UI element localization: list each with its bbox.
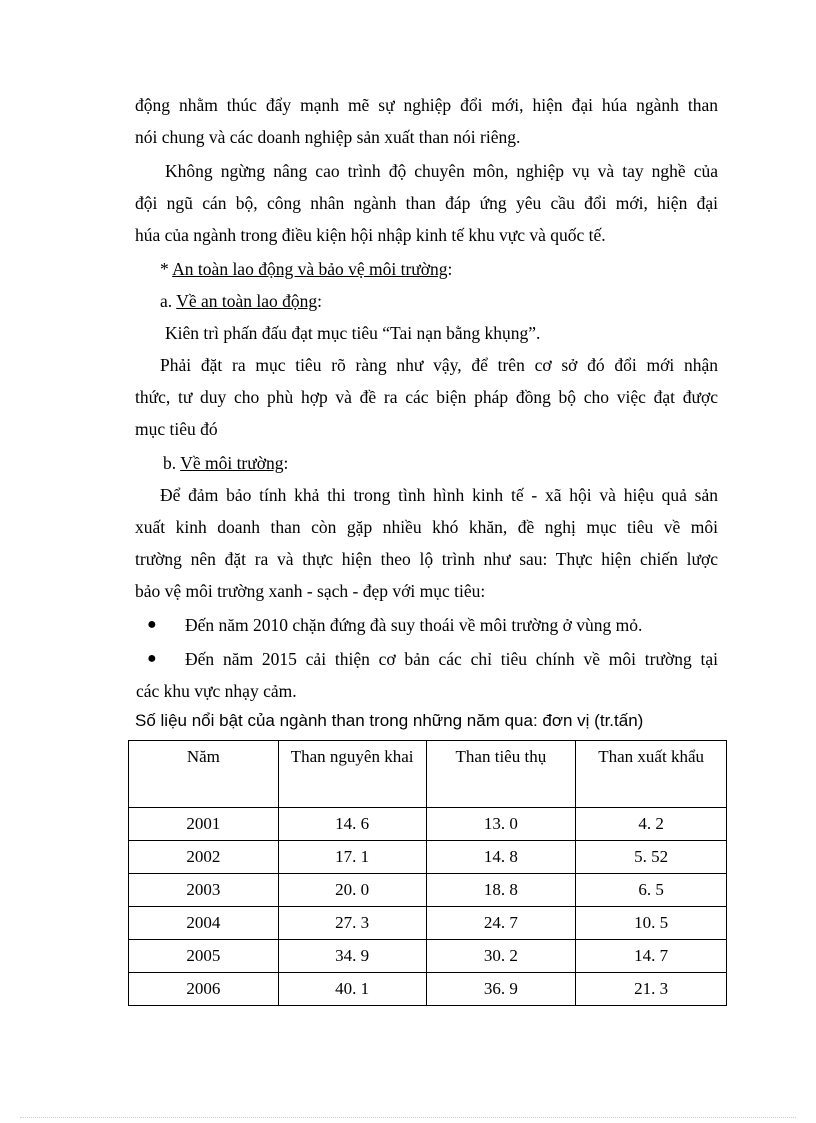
cell-year: 2005 [129, 940, 279, 973]
cell-raw-coal: 14. 6 [278, 808, 426, 841]
page-bottom-divider [20, 1117, 796, 1118]
cell-year: 2001 [129, 808, 279, 841]
cell-coal-exported: 5. 52 [576, 841, 727, 874]
table-row [129, 907, 727, 940]
paragraph-4-line-3: mục tiêu đó [135, 419, 218, 439]
header-year: Năm [129, 741, 279, 808]
cell-coal-exported: 4. 2 [576, 808, 727, 841]
cell-coal-consumed: 36. 9 [426, 973, 576, 1006]
cell-year: 2003 [129, 874, 279, 907]
paragraph-5-line-2: xuất kinh doanh than còn gặp nhiều khó khăn, đề nghị mục tiêu về môi [135, 517, 718, 537]
heading-b-suffix: : [283, 453, 289, 473]
paragraph-3: Kiên trì phấn đấu đạt mục tiêu “Tai nạn bằng khụng”. [165, 323, 541, 343]
coal-statistics-table [128, 740, 727, 1006]
heading-a-suffix: : [317, 291, 323, 311]
heading-a-text: Về an toàn lao động [176, 291, 318, 311]
cell-raw-coal: 34. 9 [278, 940, 426, 973]
heading-environment [163, 447, 746, 479]
bullet-2-text-line-1: Đến năm 2015 cải thiện cơ bản các chỉ tiêu chính về môi trường tại [185, 649, 718, 669]
paragraph-1-line-1: động nhằm thúc đẩy mạnh mẽ sự nghiệp đổi mới, hiện đại húa ngành than [135, 95, 718, 115]
bullet-2-marker: ● [147, 650, 157, 667]
bullet-2-text-line-2: các khu vực nhạy cảm. [136, 681, 297, 701]
paragraph-5-line-1: Để đảm bảo tính khả thi trong tình hình kinh tế - xã hội và hiệu quả sản [160, 485, 718, 505]
header-coal-exported: Than xuất khẩu [576, 741, 727, 808]
table-header-row [129, 741, 727, 808]
table-row [129, 940, 727, 973]
heading-b-text: Về môi trường [180, 453, 284, 473]
heading-safety-environment [160, 253, 743, 285]
table-row [129, 874, 727, 907]
cell-year: 2002 [129, 841, 279, 874]
paragraph-4-line-2: thức, tư duy cho phù hợp và đề ra các biện pháp đồng bộ cho việc đạt được [135, 387, 718, 407]
heading-star-prefix: * [160, 259, 173, 279]
table-caption: Số liệu nổi bật của ngành than trong những năm qua: đơn vị (tr.tấn) [135, 711, 644, 730]
bullet-1-text: Đến năm 2010 chặn đứng đà suy thoái về môi trường ở vùng mỏ. [185, 615, 643, 635]
heading-labor-safety [160, 285, 743, 317]
cell-coal-exported: 6. 5 [576, 874, 727, 907]
paragraph-5-line-4: bảo vệ môi trường xanh - sạch - đẹp với mục tiêu: [135, 581, 486, 601]
cell-coal-exported: 14. 7 [576, 940, 727, 973]
cell-raw-coal: 20. 0 [278, 874, 426, 907]
cell-coal-consumed: 13. 0 [426, 808, 576, 841]
cell-raw-coal: 40. 1 [278, 973, 426, 1006]
paragraph-5-line-3: trường nên đặt ra và thực hiện theo lộ trình như sau: Thực hiện chiến lược [135, 549, 718, 569]
cell-coal-consumed: 14. 8 [426, 841, 576, 874]
table-row [129, 808, 727, 841]
paragraph-1-line-2: nói chung và các doanh nghiệp sản xuất than nói riêng. [135, 127, 521, 147]
cell-year: 2004 [129, 907, 279, 940]
table-row [129, 973, 727, 1006]
header-raw-coal: Than nguyên khai [278, 741, 426, 808]
heading-a-prefix: a. [160, 291, 177, 311]
header-coal-consumed: Than tiêu thụ [426, 741, 576, 808]
cell-coal-consumed: 30. 2 [426, 940, 576, 973]
paragraph-4-line-1: Phải đặt ra mục tiêu rõ ràng như vậy, để trên cơ sở đó đổi mới nhận [160, 355, 718, 375]
heading-star-text: An toàn lao động và bảo vệ môi trường [172, 259, 448, 279]
cell-year: 2006 [129, 973, 279, 1006]
paragraph-2-line-1: Không ngừng nâng cao trình độ chuyên môn, nghiệp vụ và tay nghề của [165, 161, 718, 181]
cell-coal-consumed: 24. 7 [426, 907, 576, 940]
bullet-1-marker: ● [147, 616, 157, 633]
heading-b-prefix: b. [163, 453, 181, 473]
table-row [129, 841, 727, 874]
cell-raw-coal: 27. 3 [278, 907, 426, 940]
paragraph-2-line-2: đội ngũ cán bộ, công nhân ngành than đáp ứng yêu cầu đổi mới, hiện đại [135, 193, 718, 213]
cell-raw-coal: 17. 1 [278, 841, 426, 874]
cell-coal-consumed: 18. 8 [426, 874, 576, 907]
cell-coal-exported: 10. 5 [576, 907, 727, 940]
heading-star-suffix: : [447, 259, 453, 279]
cell-coal-exported: 21. 3 [576, 973, 727, 1006]
paragraph-2-line-3: húa của ngành trong điều kiện hội nhập kinh tế khu vực và quốc tế. [135, 225, 606, 245]
